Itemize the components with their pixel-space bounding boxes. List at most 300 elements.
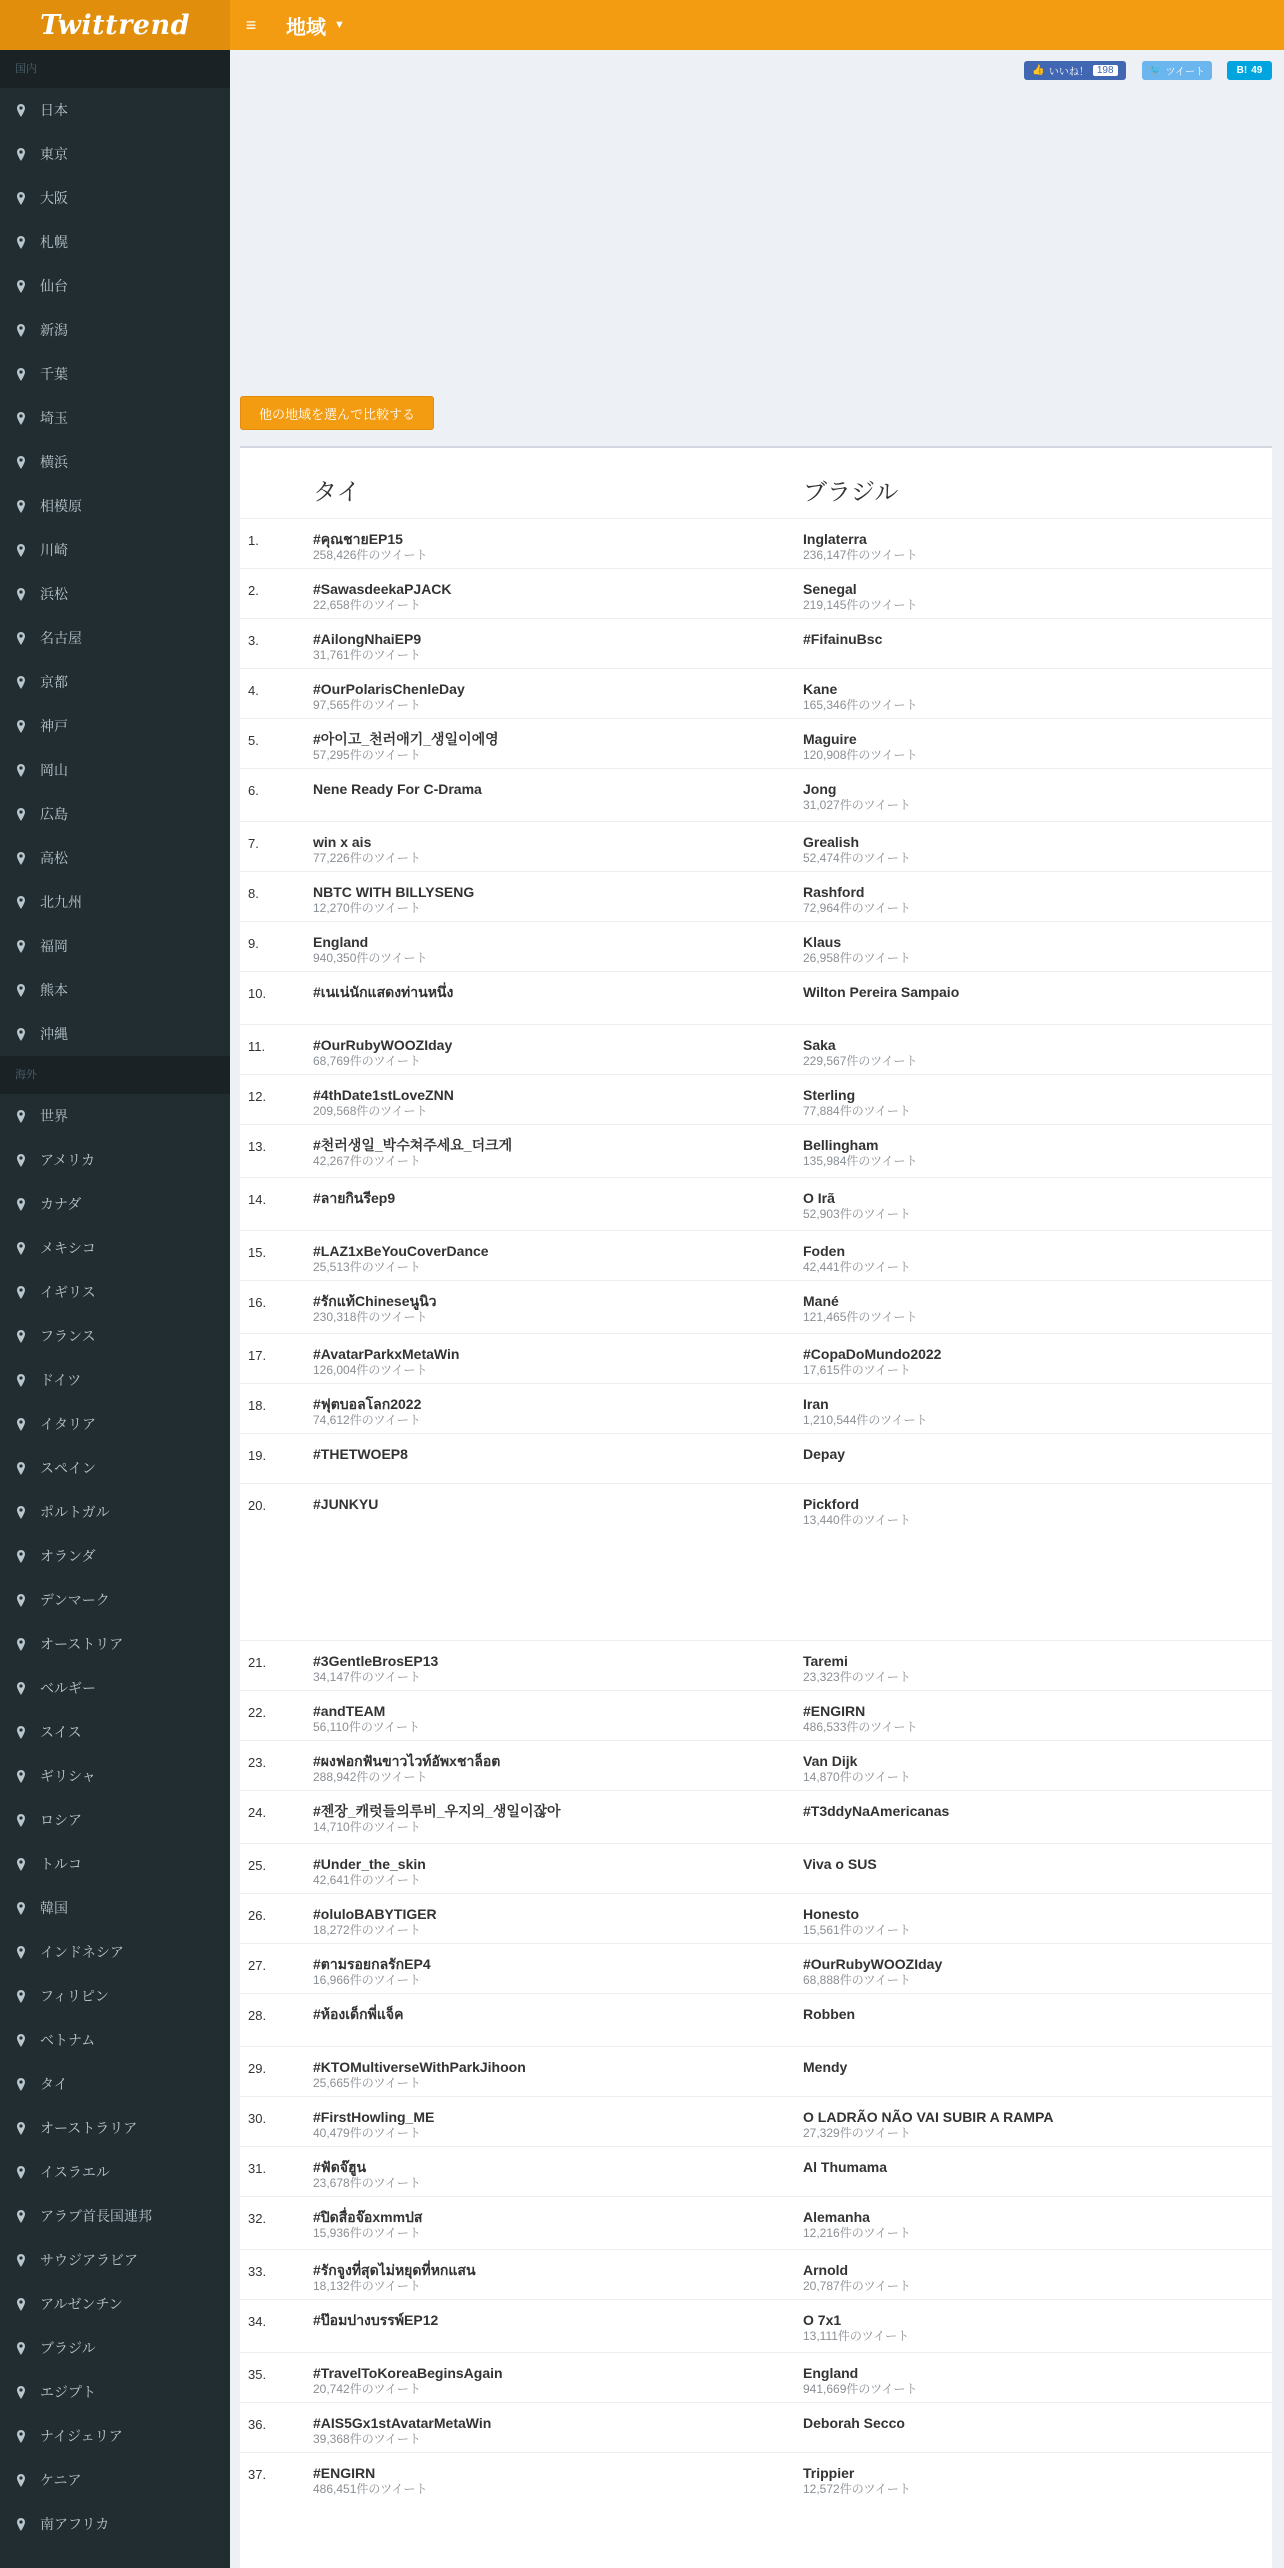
trend-link[interactable]: NBTC WITH BILLYSENG xyxy=(313,884,475,900)
trend-link[interactable]: #THETWOEP8 xyxy=(313,1446,408,1462)
trend-link[interactable]: #SawasdeekaPJACK xyxy=(313,581,452,597)
table-row xyxy=(240,1640,1272,1690)
trend-link[interactable]: #OurRubyWOOZIday xyxy=(313,1037,453,1053)
map-marker-icon xyxy=(17,808,25,821)
left-trend-cell xyxy=(313,2059,526,2090)
left-trend-cell xyxy=(313,1190,395,1207)
trend-link[interactable]: Arnold xyxy=(803,2262,849,2278)
rank-number: 37. xyxy=(248,2467,267,2482)
trend-link[interactable]: O LADRÃO NÃO VAI SUBIR A RAMPA xyxy=(803,2109,1054,2125)
trend-link[interactable]: #ผงฟอกฟันขาวไวท์อัพxชาล็อต xyxy=(313,1753,501,1769)
trend-link[interactable]: #AvatarParkxMetaWin xyxy=(313,1346,460,1362)
tweet-count: 940,350件のツイート xyxy=(313,951,428,965)
sidebar-item[interactable] xyxy=(0,1974,230,2018)
trend-link[interactable]: #ENGIRN xyxy=(803,1703,866,1719)
right-trend-cell xyxy=(803,1856,877,1873)
sidebar-item[interactable] xyxy=(0,1798,230,1842)
table-row xyxy=(240,1383,1272,1433)
trend-link[interactable]: O 7x1 xyxy=(803,2312,842,2328)
right-trend-cell xyxy=(803,2006,855,2023)
sidebar-item[interactable] xyxy=(0,1182,230,1226)
map-marker-icon xyxy=(17,1154,25,1167)
map-marker-icon xyxy=(17,544,25,557)
table-row xyxy=(240,871,1272,921)
sidebar-item-label: 福岡 xyxy=(40,938,68,954)
sidebar-item-label: 横浜 xyxy=(40,454,68,470)
map-marker-icon xyxy=(17,1506,25,1519)
map-marker-icon xyxy=(17,280,25,293)
trend-link[interactable]: Senegal xyxy=(803,581,857,597)
left-trend-cell xyxy=(313,1446,408,1463)
tweet-count: 14,870件のツイート xyxy=(803,1770,911,1784)
map-marker-icon xyxy=(17,412,25,425)
map-marker-icon xyxy=(17,1638,25,1651)
left-trend-cell xyxy=(313,731,499,762)
map-marker-icon xyxy=(17,720,25,733)
sidebar-overseas-header: 海外 xyxy=(0,1056,230,1094)
map-marker-icon xyxy=(17,2518,25,2531)
trend-link[interactable]: #ตามรอยกลรักEP4 xyxy=(313,1956,431,1972)
trend-link[interactable]: #เนเน่นักแสดงท่านหนึ่ง xyxy=(313,984,454,1000)
table-row xyxy=(240,1483,1272,1533)
sidebar-item-label: ケニア xyxy=(40,2472,82,2488)
right-trend-cell xyxy=(803,681,918,712)
trend-link[interactable]: Jong xyxy=(803,781,837,797)
trend-link[interactable]: #AilongNhaiEP9 xyxy=(313,631,422,647)
tweet-count: 15,561件のツイート xyxy=(803,1923,911,1937)
table-row xyxy=(240,1074,1272,1124)
table-row xyxy=(240,2096,1272,2146)
sidebar-item-label: オランダ xyxy=(40,1548,96,1564)
map-marker-icon xyxy=(17,1814,25,1827)
trend-link[interactable]: Saka xyxy=(803,1037,836,1053)
trend-link[interactable]: Depay xyxy=(803,1446,846,1462)
trend-link[interactable]: Wilton Pereira Sampaio xyxy=(803,984,960,1000)
tweet-count: 68,769件のツイート xyxy=(313,1054,421,1068)
trend-link[interactable]: #oluloBABYTIGER xyxy=(313,1906,437,1922)
trend-link[interactable]: #아이고_천러애기_생일이에영 xyxy=(313,731,499,747)
sidebar-item[interactable] xyxy=(0,132,230,176)
trend-link[interactable]: #OurRubyWOOZIday xyxy=(803,1956,943,1972)
sidebar-item[interactable] xyxy=(0,220,230,264)
rank-number: 26. xyxy=(248,1908,267,1923)
left-trend-cell xyxy=(313,1346,459,1377)
table-row xyxy=(240,1124,1272,1177)
sidebar-item[interactable] xyxy=(0,440,230,484)
sidebar-item[interactable] xyxy=(0,1578,230,1622)
trend-link[interactable]: #รักแท้Chineseนูนิว xyxy=(313,1293,437,1309)
trend-link[interactable]: Grealish xyxy=(803,834,860,850)
right-trend-cell xyxy=(803,884,911,915)
sidebar-item-label: 仙台 xyxy=(40,278,68,294)
sidebar-item-label: タイ xyxy=(40,2076,68,2092)
tweet-count: 13,440件のツイート xyxy=(803,1513,911,1527)
trend-link[interactable]: Bellingham xyxy=(803,1137,879,1153)
sidebar-item-label: 埼玉 xyxy=(40,410,68,426)
tweet-count: 23,323件のツイート xyxy=(803,1670,911,1684)
tweet-count: 68,888件のツイート xyxy=(803,1973,911,1987)
sidebar-item-label: 名古屋 xyxy=(40,630,82,646)
sidebar-item[interactable] xyxy=(0,792,230,836)
trend-link[interactable]: Rashford xyxy=(803,884,865,900)
right-trend-cell xyxy=(803,2465,911,2496)
trend-link[interactable]: #ป๊อมปางบรรพ์EP12 xyxy=(313,2312,439,2328)
sidebar-item[interactable] xyxy=(0,2502,230,2546)
left-trend-cell xyxy=(313,2465,428,2496)
tweet-count: 18,272件のツイート xyxy=(313,1923,421,1937)
tweet-count: 25,665件のツイート xyxy=(313,2076,421,2090)
tweet-count: 77,226件のツイート xyxy=(313,851,421,865)
trend-link[interactable]: Inglaterra xyxy=(803,531,867,547)
sidebar-item-label: オーストリア xyxy=(40,1636,124,1652)
trend-link[interactable]: #ลายกินรีep9 xyxy=(313,1190,396,1206)
trend-link[interactable]: #KTOMultiverseWithParkJihoon xyxy=(313,2059,526,2075)
tweet-button[interactable] xyxy=(1142,61,1212,80)
map-marker-icon xyxy=(17,368,25,381)
trend-link[interactable]: Viva o SUS xyxy=(803,1856,877,1872)
rank-number: 3. xyxy=(248,633,259,648)
compare-regions-button[interactable]: 他の地域を選んで比較する xyxy=(240,396,434,430)
trend-link[interactable]: #รักจูงที่สุดไม่หยุดที่หกแสน xyxy=(313,2262,476,2278)
trend-link[interactable]: #FirstHowling_ME xyxy=(313,2109,435,2125)
sidebar-item-label: スイス xyxy=(40,1724,82,1740)
sidebar-item[interactable] xyxy=(0,1490,230,1534)
trend-link[interactable]: #AIS5Gx1stAvatarMetaWin xyxy=(313,2415,492,2431)
trend-link[interactable]: #3GentleBrosEP13 xyxy=(313,1653,439,1669)
sidebar-item[interactable] xyxy=(0,836,230,880)
sidebar-item-label: ブラジル xyxy=(40,2340,96,2356)
trend-link[interactable]: #ฟัดจ๊ฮูน xyxy=(313,2159,367,2175)
trend-link[interactable]: Mendy xyxy=(803,2059,848,2075)
map-marker-icon xyxy=(17,676,25,689)
sidebar-item[interactable] xyxy=(0,616,230,660)
map-marker-icon xyxy=(17,2298,25,2311)
tweet-count: 52,474件のツイート xyxy=(803,851,911,865)
sidebar-item[interactable] xyxy=(0,1886,230,1930)
sidebar-item[interactable] xyxy=(0,2370,230,2414)
table-row xyxy=(240,2352,1272,2402)
tweet-count: 219,145件のツイート xyxy=(803,598,918,612)
trend-link[interactable]: Nene Ready For C-Drama xyxy=(313,781,482,797)
tweet-count: 42,267件のツイート xyxy=(313,1154,421,1168)
sidebar-item-label: カナダ xyxy=(40,1196,82,1212)
sidebar-item-label: デンマーク xyxy=(40,1592,110,1608)
sidebar-item-label: 神戸 xyxy=(40,718,68,734)
trend-link[interactable]: Klaus xyxy=(803,934,842,950)
trend-link[interactable]: #젠장_캐럿들의루비_우지의_생일이잖아 xyxy=(313,1803,561,1819)
sidebar-item[interactable] xyxy=(0,2150,230,2194)
map-marker-icon xyxy=(17,1858,25,1871)
sidebar-item-label: エジプト xyxy=(40,2384,96,2400)
trend-link[interactable]: #ปิดสื่อจ๊อxmmปส xyxy=(313,2209,423,2225)
tweet-count: 31,027件のツイート xyxy=(803,798,911,812)
sidebar-item-label: 世界 xyxy=(40,1108,68,1124)
sidebar-item-label: 相模原 xyxy=(40,498,82,514)
map-marker-icon xyxy=(17,1946,25,1959)
map-marker-icon xyxy=(17,984,25,997)
trend-link[interactable]: #OurPolarisChenleDay xyxy=(313,681,465,697)
table-row xyxy=(240,1993,1272,2046)
trend-link[interactable]: Al Thumama xyxy=(803,2159,888,2175)
tweet-label: ツイート xyxy=(1165,67,1205,78)
sidebar-item-label: 南アフリカ xyxy=(40,2516,110,2532)
sidebar-item[interactable] xyxy=(0,396,230,440)
trend-link[interactable]: England xyxy=(803,2365,859,2381)
trend-link[interactable]: Maguire xyxy=(803,731,857,747)
right-trend-cell xyxy=(803,531,918,562)
trend-link[interactable]: Mané xyxy=(803,1293,839,1309)
sidebar-item[interactable] xyxy=(0,1012,230,1056)
sidebar-item[interactable] xyxy=(0,2062,230,2106)
tweet-count: 34,147件のツイート xyxy=(313,1670,421,1684)
trend-link[interactable]: #T3ddyNaAmericanas xyxy=(803,1803,950,1819)
rank-number: 21. xyxy=(248,1655,267,1670)
sidebar-item[interactable] xyxy=(0,2106,230,2150)
sidebar-item[interactable] xyxy=(0,880,230,924)
trend-link[interactable]: Iran xyxy=(803,1396,829,1412)
right-trend-cell xyxy=(803,2159,887,2176)
sidebar-item[interactable] xyxy=(0,1930,230,1974)
tweet-count: 209,568件のツイート xyxy=(313,1104,428,1118)
rank-number: 23. xyxy=(248,1755,267,1770)
tweet-count: 236,147件のツイート xyxy=(803,548,918,562)
trend-link[interactable]: Honesto xyxy=(803,1906,859,1922)
trend-link[interactable]: Taremi xyxy=(803,1653,848,1669)
tweet-count: 230,318件のツイート xyxy=(313,1310,428,1324)
rank-number: 10. xyxy=(248,986,267,1001)
sidebar-item[interactable] xyxy=(0,748,230,792)
sidebar-item[interactable] xyxy=(0,352,230,396)
tweet-count: 77,884件のツイート xyxy=(803,1104,911,1118)
right-trend-cell xyxy=(803,1243,911,1274)
tweet-count: 15,936件のツイート xyxy=(313,2226,421,2240)
table-row xyxy=(240,1740,1272,1790)
right-trend-cell xyxy=(803,2109,1053,2140)
left-trend-cell xyxy=(313,1293,437,1324)
trend-link[interactable]: #CopaDoMundo2022 xyxy=(803,1346,942,1362)
map-marker-icon xyxy=(17,940,25,953)
sidebar-item[interactable] xyxy=(0,1314,230,1358)
rank-number: 19. xyxy=(248,1448,267,1463)
tweet-count: 16,966件のツイート xyxy=(313,1973,421,1987)
rank-number: 22. xyxy=(248,1705,267,1720)
right-trend-cell xyxy=(803,1753,911,1784)
sidebar-item[interactable] xyxy=(0,2238,230,2282)
trend-link[interactable]: Trippier xyxy=(803,2465,855,2481)
trend-link[interactable]: #LAZ1xBeYouCoverDance xyxy=(313,1243,489,1259)
trend-link[interactable]: Robben xyxy=(803,2006,856,2022)
trend-link[interactable]: Foden xyxy=(803,1243,845,1259)
sidebar-item-label: フランス xyxy=(40,1328,96,1344)
map-marker-icon xyxy=(17,852,25,865)
sidebar-item[interactable] xyxy=(0,1402,230,1446)
table-row xyxy=(240,1280,1272,1333)
table-row xyxy=(240,2196,1272,2249)
sidebar-item[interactable] xyxy=(0,264,230,308)
sidebar-item[interactable] xyxy=(0,1270,230,1314)
trend-link[interactable]: win x ais xyxy=(313,834,372,850)
sidebar-item[interactable] xyxy=(0,2326,230,2370)
sidebar-item[interactable] xyxy=(0,1754,230,1798)
tweet-count: 12,270件のツイート xyxy=(313,901,421,915)
sidebar-item[interactable] xyxy=(0,660,230,704)
sidebar-item-label: ドイツ xyxy=(40,1372,82,1388)
map-marker-icon xyxy=(17,1770,25,1783)
left-trend-cell xyxy=(313,1906,437,1937)
table-row xyxy=(240,718,1272,768)
right-trend-cell xyxy=(803,1346,941,1377)
trend-link[interactable]: O Irã xyxy=(803,1190,835,1206)
menu-toggle-icon[interactable]: ≡ xyxy=(245,14,257,35)
region-dropdown[interactable] xyxy=(286,10,345,40)
sidebar-item[interactable] xyxy=(0,572,230,616)
left-trend-cell xyxy=(313,1653,438,1684)
right-trend-cell xyxy=(803,2415,905,2432)
sidebar-item[interactable] xyxy=(0,1358,230,1402)
map-marker-icon xyxy=(17,2210,25,2223)
table-row xyxy=(240,2046,1272,2096)
trend-link[interactable]: #คุณชายEP15 xyxy=(313,531,403,547)
sidebar-item-label: インドネシア xyxy=(40,1944,124,1960)
sidebar-item[interactable] xyxy=(0,484,230,528)
rank-number: 28. xyxy=(248,2008,267,2023)
rank-number: 30. xyxy=(248,2111,267,2126)
sidebar-item-label: 熊本 xyxy=(40,982,68,998)
sidebar-item-label: 日本 xyxy=(40,102,68,118)
trend-link[interactable]: Sterling xyxy=(803,1087,856,1103)
trend-link[interactable]: #ENGIRN xyxy=(313,2465,376,2481)
sidebar-item[interactable] xyxy=(0,2282,230,2326)
sidebar-item[interactable] xyxy=(0,528,230,572)
trend-link[interactable]: #andTEAM xyxy=(313,1703,386,1719)
tweet-count: 20,742件のツイート xyxy=(313,2382,421,2396)
rank-number: 6. xyxy=(248,783,259,798)
rank-number: 27. xyxy=(248,1958,267,1973)
sidebar-item-label: 新潟 xyxy=(40,322,68,338)
left-trend-cell xyxy=(313,1703,420,1734)
tweet-count: 56,110件のツイート xyxy=(313,1720,420,1734)
left-trend-cell xyxy=(313,781,482,798)
right-trend-cell xyxy=(803,1037,918,1068)
left-region-heading: タイ xyxy=(313,479,361,506)
trend-link[interactable]: Kane xyxy=(803,681,838,697)
hatena-bookmark-button[interactable] xyxy=(1227,61,1272,80)
trend-link[interactable]: #JUNKYU xyxy=(313,1496,379,1512)
left-trend-cell xyxy=(313,2209,422,2240)
trend-link[interactable]: #ห้องเด็กพี่แจ็ค xyxy=(313,2006,404,2022)
sidebar-item[interactable] xyxy=(0,968,230,1012)
sidebar-item[interactable] xyxy=(0,1446,230,1490)
sidebar-item[interactable] xyxy=(0,1226,230,1270)
sidebar-item-label: サウジアラビア xyxy=(40,2252,138,2268)
sidebar-item[interactable] xyxy=(0,1710,230,1754)
facebook-like-button[interactable] xyxy=(1024,61,1126,80)
map-marker-icon xyxy=(17,2386,25,2399)
right-region-heading: ブラジル xyxy=(803,479,899,506)
sidebar-item-label: 千葉 xyxy=(40,366,68,382)
trend-link[interactable]: Pickford xyxy=(803,1496,860,1512)
rank-number: 34. xyxy=(248,2314,267,2329)
trend-link[interactable]: Deborah Secco xyxy=(803,2415,905,2431)
sidebar-item[interactable] xyxy=(0,924,230,968)
map-marker-icon xyxy=(17,632,25,645)
right-trend-cell xyxy=(803,1653,911,1684)
sidebar-item-label: ポルトガル xyxy=(40,1504,110,1520)
tweet-count: 12,216件のツイート xyxy=(803,2226,911,2240)
sidebar-item[interactable] xyxy=(0,2194,230,2238)
trend-link[interactable]: #Under_the_skin xyxy=(313,1856,426,1872)
sidebar-item[interactable] xyxy=(0,308,230,352)
hatena-count: 49 xyxy=(1251,65,1263,76)
sidebar-item[interactable] xyxy=(0,176,230,220)
map-marker-icon xyxy=(17,2342,25,2355)
table-row xyxy=(240,1433,1272,1483)
sidebar-item[interactable] xyxy=(0,2458,230,2502)
table-row xyxy=(240,1843,1272,1893)
sidebar-item[interactable] xyxy=(0,2018,230,2062)
left-trend-cell xyxy=(313,1037,452,1068)
rank-number: 17. xyxy=(248,1348,267,1363)
left-trend-cell xyxy=(313,2312,438,2329)
left-trend-cell xyxy=(313,1956,431,1987)
brand-logo[interactable]: Twittrend xyxy=(0,0,230,50)
tweet-count: 42,441件のツイート xyxy=(803,1260,911,1274)
left-trend-cell xyxy=(313,2262,476,2293)
twitter-bird-icon: 🐦 xyxy=(1149,65,1162,76)
sidebar-item[interactable] xyxy=(0,1842,230,1886)
trend-link[interactable]: #TravelToKoreaBeginsAgain xyxy=(313,2365,503,2381)
trend-link[interactable]: #천러생일_박수쳐주세요_더크게 xyxy=(313,1137,513,1153)
trend-link[interactable]: Van Dijk xyxy=(803,1753,858,1769)
right-trend-cell xyxy=(803,984,959,1001)
sidebar-item-label: 沖縄 xyxy=(40,1026,68,1042)
sidebar-item[interactable] xyxy=(0,704,230,748)
trend-link[interactable]: #ฟุตบอลโลก2022 xyxy=(313,1396,422,1412)
trend-link[interactable]: #4thDate1stLoveZNN xyxy=(313,1087,454,1103)
left-trend-cell xyxy=(313,934,428,965)
sidebar-item-label: 札幌 xyxy=(40,234,68,250)
sidebar-item[interactable] xyxy=(0,88,230,132)
tweet-count: 39,368件のツイート xyxy=(313,2432,421,2446)
sidebar-item[interactable] xyxy=(0,2414,230,2458)
sidebar-item[interactable] xyxy=(0,1094,230,1138)
table-row xyxy=(240,1230,1272,1280)
left-trend-cell xyxy=(313,1856,426,1887)
tweet-count: 27,329件のツイート xyxy=(803,2126,911,2140)
trend-link[interactable]: Alemanha xyxy=(803,2209,870,2225)
table-row xyxy=(240,768,1272,821)
sidebar xyxy=(0,50,230,2568)
map-marker-icon xyxy=(17,1028,25,1041)
trend-link[interactable]: England xyxy=(313,934,369,950)
sidebar-item[interactable] xyxy=(0,1534,230,1578)
rank-number: 8. xyxy=(248,886,259,901)
right-trend-cell xyxy=(803,781,911,812)
sidebar-item[interactable] xyxy=(0,1666,230,1710)
tweet-count: 165,346件のツイート xyxy=(803,698,918,712)
map-marker-icon xyxy=(17,2254,25,2267)
sidebar-item-label: トルコ xyxy=(40,1856,82,1872)
map-marker-icon xyxy=(17,236,25,249)
sidebar-item[interactable] xyxy=(0,1622,230,1666)
map-marker-icon xyxy=(17,896,25,909)
sidebar-item-label: ロシア xyxy=(40,1812,82,1828)
map-marker-icon xyxy=(17,1418,25,1431)
trend-link[interactable]: #FifainuBsc xyxy=(803,631,883,647)
sidebar-item[interactable] xyxy=(0,1138,230,1182)
right-trend-cell xyxy=(803,1396,928,1427)
rank-number: 36. xyxy=(248,2417,267,2432)
